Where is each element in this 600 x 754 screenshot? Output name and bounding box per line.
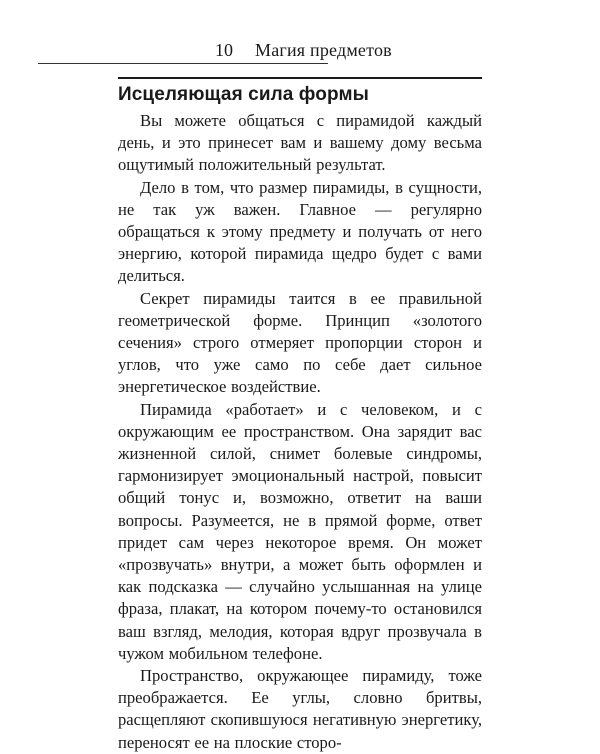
paragraph: Пространство, окружающее пирамиду, тоже преображается. Ее углы, словно бритвы, расщепляют скопившуюся негативную энергетику, переносят ее на плоские сторо-: [118, 666, 482, 752]
running-title: Магия предметов: [255, 40, 392, 60]
body-text: [118, 110, 482, 754]
paragraph: Секрет пирамиды таится в ее правильной геометрической форме. Принцип «золотого сечения» строго отмеряет пропорции сторон и углов, что уже само по себе дает сильное энергетическое воздействие.: [118, 288, 482, 397]
section-title: Исцеляющая сила формы: [118, 84, 369, 105]
running-header: [38, 36, 480, 66]
paragraph: Вы можете общаться с пирамидой каждый день, и это принесет вам и вашему дому весьма ощутимый положительный результат.: [118, 111, 482, 175]
page-number: 10: [215, 40, 233, 60]
header-rule: [38, 63, 328, 64]
paragraph: Пирамида «работает» и с человеком, и с окружающим ее пространством. Она зарядит вас жизненной силой, снимет болевые синдромы, гармонизирует эмоциональный настрой, повысит общий тонус и, возможно, ответит на ваши вопросы. Разумеется, не в прямой форме, ответ придет сам через некоторое время. Он может «прозвучать» внутри, а может быть оформлен и как подсказка — случайно услышанная на улице фраза, плакат, на котором почему-то остановился ваш взгляд, мелодия, которая вдруг прозвучала в чужом мобильном телефоне.: [118, 399, 482, 663]
section-rule: [118, 77, 482, 79]
paragraph: Дело в том, что размер пирамиды, в сущности, не так уж важен. Главное — регулярно обращаться к этому предмету и получать от него энергию, которой пирамида щедро будет с вами делиться.: [118, 177, 482, 286]
